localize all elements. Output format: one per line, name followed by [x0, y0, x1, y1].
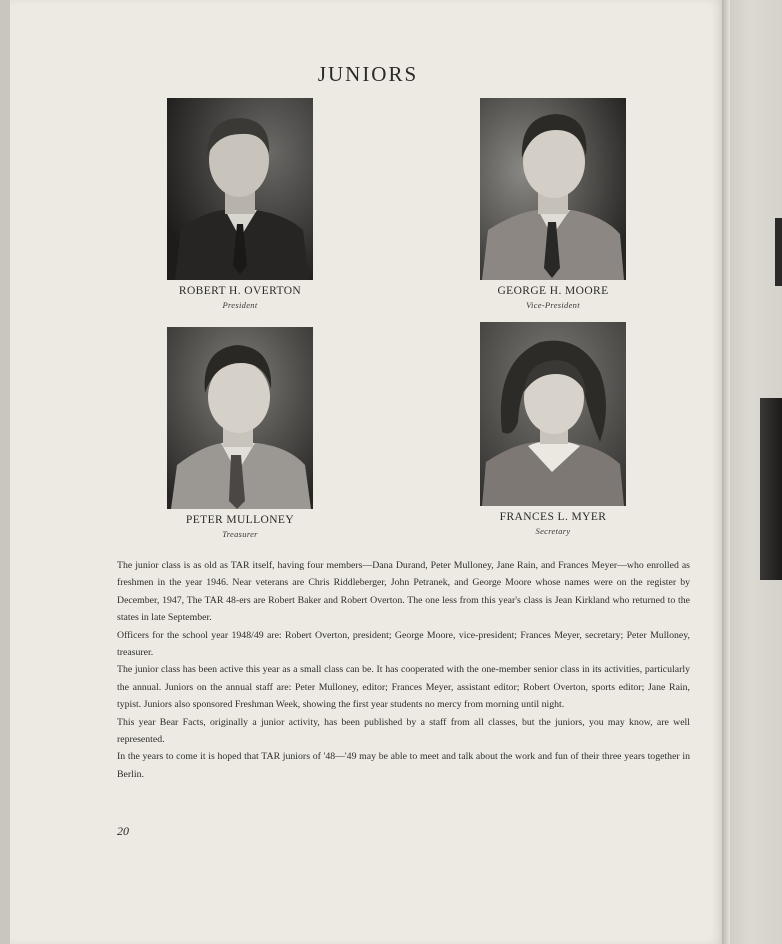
- paragraph: The junior class has been active this year as a small class can be. It has cooperated with the one-member senior class in its activities, particularly the annual. Juniors on the annual staff are: Peter Mulloney, editor; Frances Meyer, assistant editor; Robert Overton, sports editor; Jane Rain, typist. Juniors also sponsored Freshman Week, showing the first year students no mercy from morning until night.: [117, 664, 690, 711]
- officer-portrait-vice-president: [480, 98, 626, 310]
- portrait-photo: [480, 322, 626, 506]
- portrait-photo: [167, 327, 313, 509]
- facing-page-photo-edge: [775, 218, 782, 286]
- paragraph: The junior class is as old as TAR itself, having four members—Dana Durand, Peter Mulloney, Jane Rain, and Frances Meyer—who enrolled as freshmen in the year 1946. Near veterans are Chris Riddleberger, John Petranek, and George Moore whose names were on the register by December, 1947, The TAR 48-ers are Robert Baker and Robert Overton. The one less from this year's class is Jean Kirkland who returned to the states in late September.: [117, 560, 690, 624]
- book-gutter: [722, 0, 730, 944]
- officer-portrait-president: [167, 98, 313, 310]
- officer-name: ROBERT H. OVERTON: [178, 285, 302, 297]
- facing-page-photo-edge: [760, 398, 782, 580]
- paragraph: Officers for the school year 1948/49 are: Robert Overton, president; George Moore, vice-president; Frances Meyer, secretary; Peter Mulloney, treasurer.: [117, 629, 690, 659]
- officer-portrait-treasurer: [167, 327, 313, 539]
- paragraph: This year Bear Facts, originally a junior activity, has been published by a staff from all classes, but the juniors, you may know, are well represented.: [117, 716, 690, 746]
- portrait-photo: [167, 98, 313, 280]
- paragraph: In the years to come it is hoped that TAR juniors of '48—'49 may be able to meet and talk about the work and fun of their three years together in Berlin.: [117, 751, 690, 780]
- officer-role: President: [222, 300, 258, 310]
- officer-name: PETER MULLONEY: [185, 514, 295, 526]
- officer-role: Secretary: [535, 526, 571, 536]
- officer-portrait-secretary: [480, 322, 626, 536]
- officer-role: Treasurer: [222, 529, 258, 539]
- yearbook-page: [10, 0, 726, 944]
- page-number: 20: [117, 824, 129, 838]
- officer-name: FRANCES L. MYER: [499, 511, 607, 523]
- officer-name: GEORGE H. MOORE: [497, 285, 609, 297]
- officer-role: Vice-President: [526, 300, 580, 310]
- class-history-text: [117, 557, 690, 783]
- portrait-photo: [480, 98, 626, 280]
- page-title: JUNIORS: [317, 62, 419, 86]
